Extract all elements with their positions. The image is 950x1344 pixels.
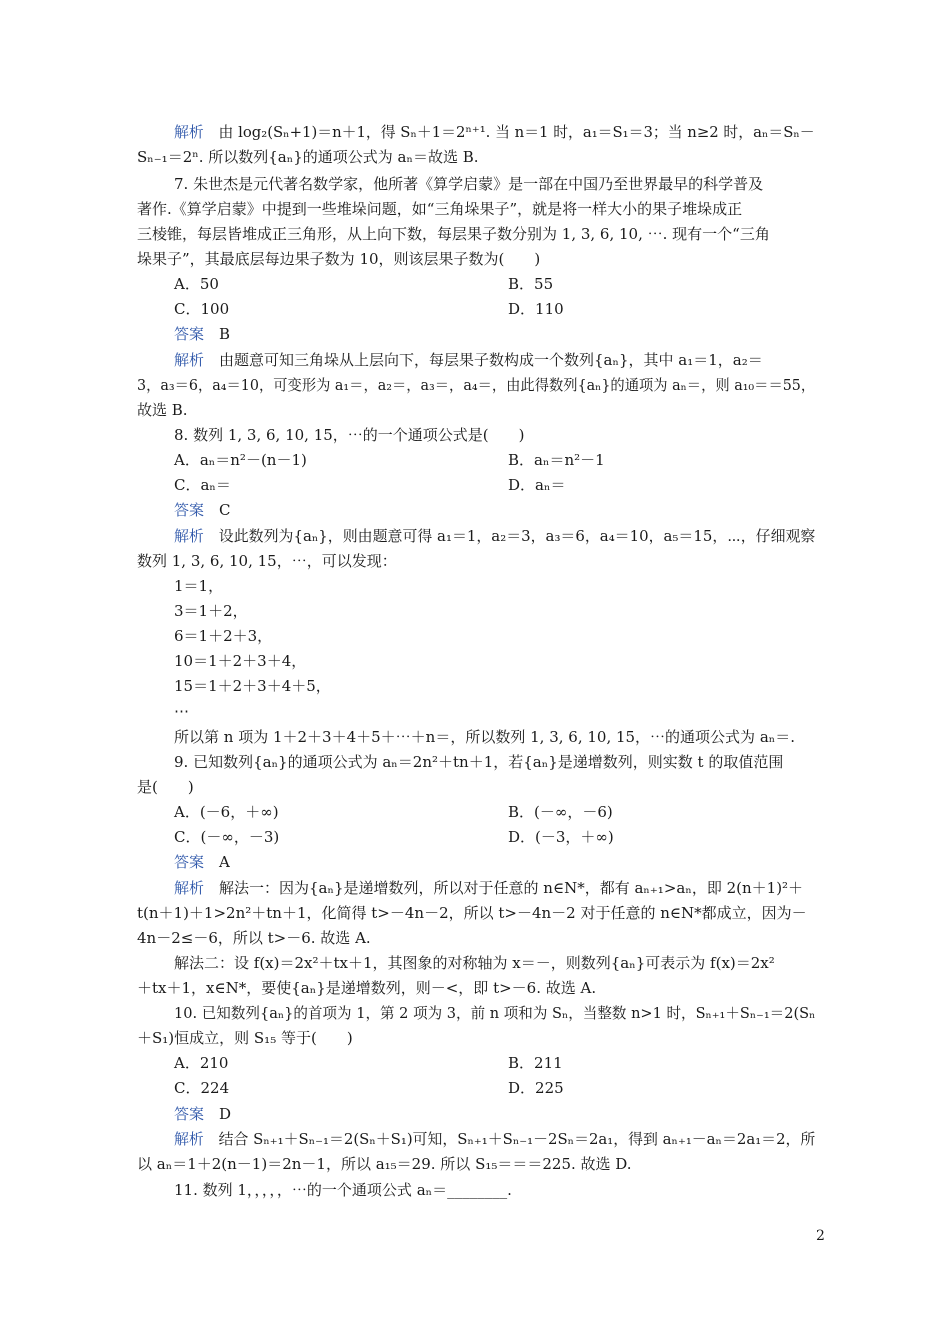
line-text: 9. 已知数列{aₙ}的通项公式为 aₙ＝2n²＋tn＋1，若{aₙ}是递增数列，则实数 t 的取值范围 [174,753,784,771]
option [174,827,279,847]
option [174,1078,229,1098]
line [137,224,770,244]
line-text: 以 aₙ＝1＋2(n－1)＝2n－1，所以 a₁₅＝29. 所以 S₁₅＝＝＝225. 故选 D. [137,1155,632,1173]
option [174,475,231,495]
line-text: 8. 数列 1, 3, 6, 10, 15，⋯的一个通项公式是( ) [174,426,525,444]
line [174,425,525,445]
line-text: 数列 1, 3, 6, 10, 15，⋯，可以发现： [137,552,397,570]
page-number: 2 [816,1228,825,1244]
line-text: B [204,325,231,343]
label-jiexi: 解析 [174,351,205,369]
line-text: ⋯ [174,702,189,720]
option [508,827,614,847]
line [137,903,807,923]
line-text: 由 log₂(Sₙ+1)＝n＋1，得 Sₙ＋1＝2ⁿ⁺¹. 当 n＝1 时，a₁＝S₁＝3；当 n≥2 时，aₙ＝Sₙ－ [203,123,815,141]
option-text: D．110 [508,300,564,318]
line [174,852,230,872]
option-text: B．(－∞，－6) [508,803,613,821]
line-text: 结合 Sₙ₊₁＋Sₙ₋₁＝2(Sₙ＋S₁)可知，Sₙ₊₁＋Sₙ₋₁－2Sₙ＝2a₁，得到 aₙ₊₁－aₙ＝2a₁＝2，所 [203,1130,816,1148]
line [137,551,397,571]
line-text: C [204,501,231,519]
line [137,1028,353,1048]
label-jiexi: 解析 [174,123,204,141]
line [174,953,775,973]
option [508,1053,563,1073]
line [137,147,479,167]
line [137,928,371,948]
line-text: t(n＋1)＋1>2n²＋tn＋1，化简得 t>－4n－2，所以 t>－4n－2 对于任意的 n∈N*都成立，因为－ [137,904,807,922]
line-text: ＋S₁)恒成立，则 S₁₅ 等于( ) [137,1029,353,1047]
line [174,500,231,520]
option-text: A．50 [174,275,219,293]
option [174,802,279,822]
option [174,274,219,294]
option-text: A．(－6，＋∞) [174,803,279,821]
line-text: 设此数列为{aₙ}，则由题意可得 a₁＝1，a₂＝3，a₃＝6，a₄＝10，a₅＝15，⋯，仔细观察 [203,527,816,545]
option-text: B．211 [508,1054,563,1072]
line [174,576,223,596]
label-answer: 答案 [174,325,205,343]
option [174,450,307,470]
line-text: 著作.《算学启蒙》中提到一些堆垛问题，如“三角垛果子”，就是将一样大小的果子堆垛成正 [137,200,743,218]
option-text: A．210 [174,1054,229,1072]
option-text: D．(－3，＋∞) [508,828,614,846]
option [508,299,564,319]
line [174,701,189,721]
option [508,450,605,470]
label-jiexi: 解析 [174,527,204,545]
line-text: 10. 已知数列{aₙ}的首项为 1，第 2 项为 3，前 n 项和为 Sₙ，当整数 n>1 时，Sₙ₊₁＋Sₙ₋₁＝2(Sₙ [174,1004,816,1022]
line [137,375,815,395]
option-text: D．aₙ＝ [508,476,566,494]
line [174,878,803,898]
line-text: 解法二：设 f(x)＝2x²＋tx＋1，其图象的对称轴为 x＝－，则数列{aₙ}可表示为 f(x)＝2x² [174,954,775,972]
label-answer: 答案 [174,501,205,519]
line-text: 3，a₃＝6，a₄＝10，可变形为 a₁＝，a₂＝，a₃＝，a₄＝，由此得数列{aₙ}的通项为 aₙ＝，则 a₁₀＝＝55， [137,376,816,394]
line-text: A [204,853,230,871]
option-text: B．aₙ＝n²－1 [508,451,605,469]
line [174,1003,815,1023]
option-text: B．55 [508,275,554,293]
line [174,122,815,142]
line [174,626,272,646]
label-answer: 答案 [174,853,205,871]
line-text: 4n－2≤－6，所以 t>－6. 故选 A. [137,929,371,947]
line [174,1104,231,1124]
line [137,777,194,797]
line-text: 故选 B. [137,401,188,419]
line-text: 解法一：因为{aₙ}是递增数列，所以对于任意的 n∈N*，都有 aₙ₊₁>aₙ，即 2(n＋1)²＋ [204,879,804,897]
option [174,1053,228,1073]
option-text: D．225 [508,1079,564,1097]
line [174,1129,815,1149]
line [174,727,795,747]
label-jiexi: 解析 [174,879,205,897]
line-text: 是( ) [137,778,194,796]
line-text: 所以第 n 项为 1＋2＋3＋4＋5＋⋯＋n＝，所以数列 1, 3, 6, 10, 15，⋯的通项公式为 aₙ＝. [174,728,796,746]
line [174,1180,512,1200]
option-text: A．aₙ＝n²－(n－1) [174,451,307,469]
line [174,651,306,671]
option-text: C．(－∞，－3) [174,828,280,846]
line-text: 11. 数列 1，，，，，⋯的一个通项公式 aₙ＝________. [174,1181,512,1199]
line-text: 10＝1＋2＋3＋4， [174,652,307,670]
option [508,802,613,822]
label-answer: 答案 [174,1105,205,1123]
line-text: 由题意可知三角垛从上层向下，每层果子数构成一个数列{aₙ}，其中 a₁＝1，a₂＝ [204,351,763,369]
line-text: 7. 朱世杰是元代著名数学家，他所著《算学启蒙》是一部在中国乃至世界最早的科学普及 [174,175,764,193]
option-text: C．aₙ＝ [174,476,231,494]
option-text: C．100 [174,300,230,318]
line [174,174,763,194]
line [174,350,763,370]
line-text: 15＝1＋2＋3＋4＋5， [174,677,331,695]
line-text: D [204,1105,232,1123]
line [174,526,815,546]
line-text: ＋tx＋1，x∈N*，要使{aₙ}是递增数列，则－<，即 t>－6. 故选 A. [137,979,597,997]
line [137,199,742,219]
line-text: 6＝1＋2＋3， [174,627,273,645]
line [137,1154,632,1174]
line-text: 垛果子”，其最底层每边果子数为 10，则该层果子数为( ) [137,250,541,268]
line [174,324,230,344]
line [174,601,248,621]
option-text: C．224 [174,1079,230,1097]
line-text: Sₙ₋₁＝2ⁿ. 所以数列{aₙ}的通项公式为 aₙ＝故选 B. [137,148,479,166]
line-text: 3＝1＋2， [174,602,248,620]
option [508,475,565,495]
line-text: 1＝1， [174,577,224,595]
line [174,752,783,772]
line [137,978,596,998]
option [508,1078,564,1098]
line [137,249,540,269]
line [137,400,188,420]
option [508,274,553,294]
line [174,676,331,696]
line-text: 三棱锥，每层皆堆成正三角形，从上向下数，每层果子数分别为 1, 3, 6, 10, ⋯. 现有一个“三角 [137,225,770,243]
option [174,299,229,319]
label-jiexi: 解析 [174,1130,204,1148]
